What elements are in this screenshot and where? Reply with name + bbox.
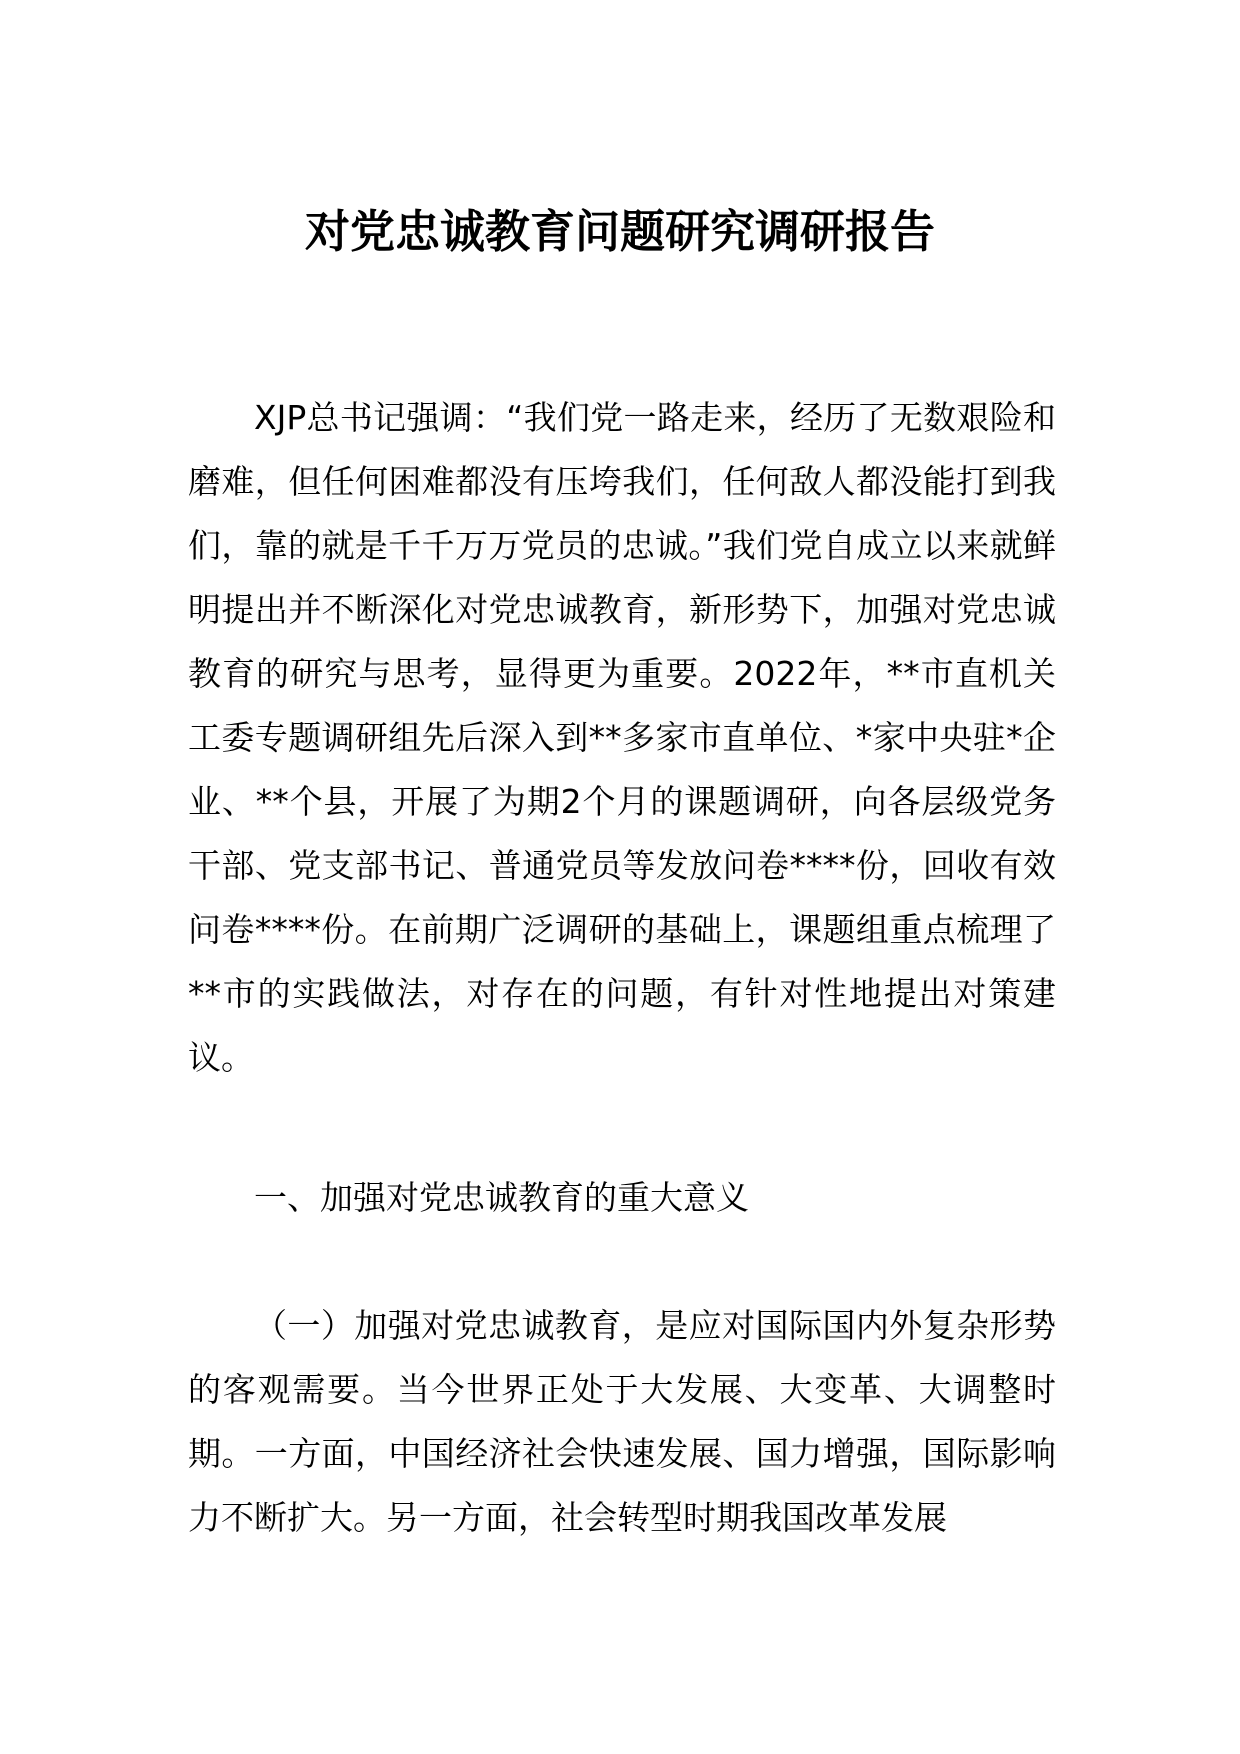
section-paragraph: （一）加强对党忠诚教育，是应对国际国内外复杂形势的客观需要。当今世界正处于大发展、大变革、大调整时期。一方面，中国经济社会快速发展、国力增强，国际影响力不断扩大。另一方面，社会转型时期我国改革发展	[188, 1306, 1056, 1537]
document-title: 对党忠诚教育问题研究调研报告	[304, 205, 935, 258]
intro-paragraph: XJP总书记强调：“我们党一路走来，经历了无数艰险和磨难，但任何困难都没有压垮我们，任何敌人都没能打到我们，靠的就是千千万万党员的忠诚。”我们党自成立以来就鲜明提出并不断深化对党忠诚教育，新形势下，加强对党忠诚教育的研究与思考，显得更为重要。2022年，**市直机关工委专题调研组先后深入到**多家市直单位、*家中央驻*企业、**个县，开展了为期2个月的课题调研，向各层级党务干部、党支部书记、普通党员等发放问卷****份，回收有效问卷****份。在前期广泛调研的基础上，课题组重点梳理了**市的实践做法，对存在的问题，有针对性地提出对策建议。	[188, 398, 1056, 1077]
section-heading: 一、加强对党忠诚教育的重大意义	[254, 1178, 749, 1217]
